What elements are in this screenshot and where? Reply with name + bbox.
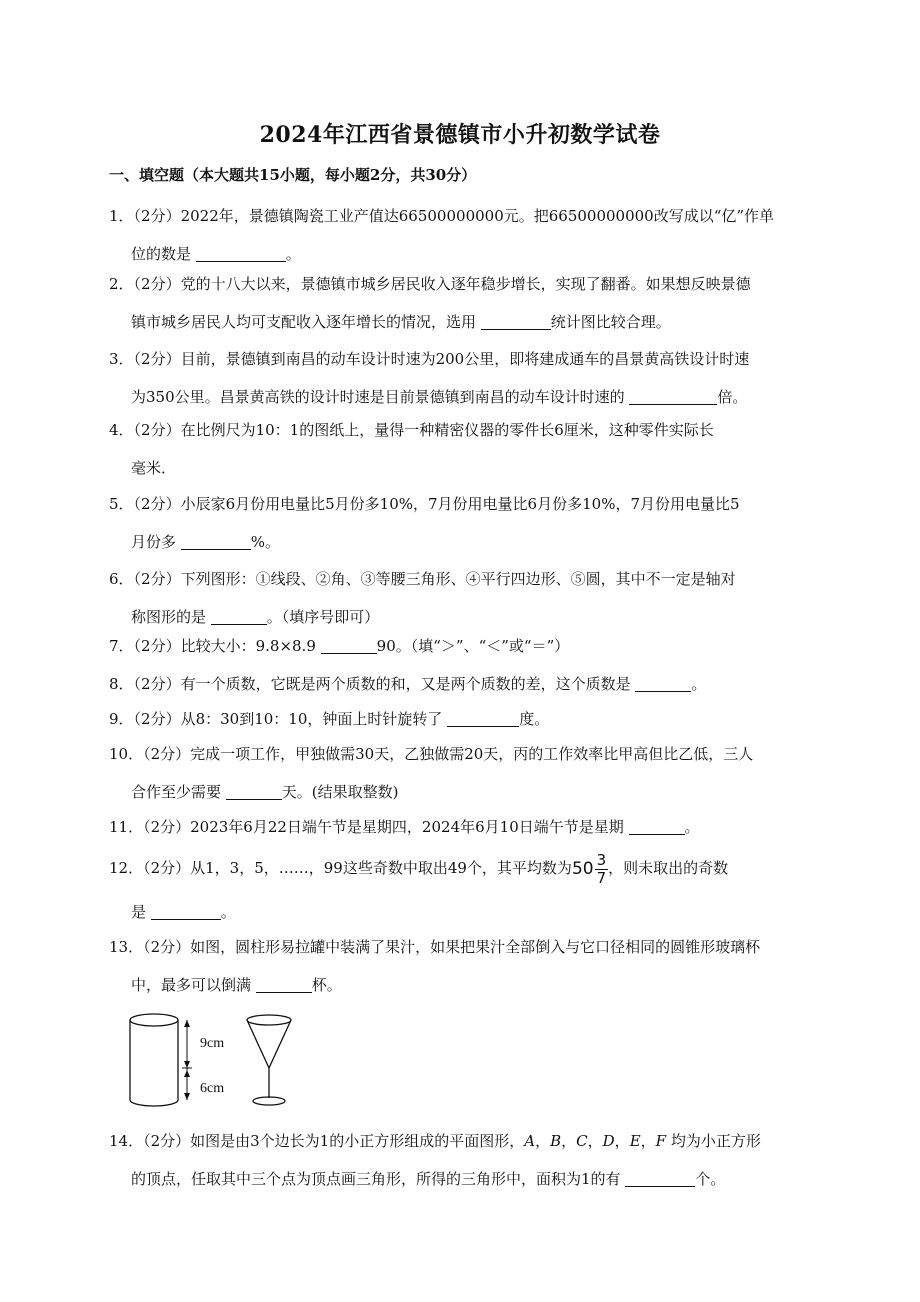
question-13 xyxy=(109,928,815,1004)
question-text: 位的数是 xyxy=(131,245,192,263)
question-tail: 。 xyxy=(220,903,236,921)
question-text: 12．（2分）从1，3，5，……，99这些奇数中取出49个，其平均数为 xyxy=(109,859,572,877)
cone-left-side xyxy=(247,1020,269,1068)
question-text: 毫米． xyxy=(131,459,177,477)
question-text: 均为小正方形 xyxy=(670,1132,761,1150)
arrow-head xyxy=(184,1061,190,1068)
question-14: 14．（2分）如图是由3个边长为1的小正方形组成的平面图形，A，B，C，D，E，F 均为小正方形 的顶点，任取其中三个点为顶点画三角形，所得的三角形中，面积为1的有 个。 xyxy=(109,1132,761,1188)
question-tail: 倍。 xyxy=(717,388,748,406)
mixed-number-whole: 50 xyxy=(571,859,594,879)
arrow-head xyxy=(184,1070,190,1077)
answer-blank[interactable] xyxy=(211,608,267,625)
glass-base xyxy=(253,1097,285,1105)
answer-blank[interactable] xyxy=(181,533,251,550)
question-2 xyxy=(109,265,815,341)
figure-svg xyxy=(126,1010,296,1115)
question-tail: 天。(结果取整数) xyxy=(281,783,399,801)
question-text: 为350公里。昌景黄高铁的设计时速是目前景德镇到南昌的动车设计时速的 xyxy=(131,388,625,406)
question-text: 3．（2分）目前，景德镇到南昌的动车设计时速为200公里，即将建成通车的昌景黄高铁设计时速 xyxy=(109,350,750,368)
point-label: E xyxy=(629,1132,641,1150)
question-12 xyxy=(109,848,815,935)
question-tail: 。 xyxy=(691,675,707,693)
question-text: 9．（2分）从8：30到10：10，钟面上时针旋转了 xyxy=(109,710,443,728)
question-tail: 。 xyxy=(684,818,700,836)
point-label: C xyxy=(576,1132,588,1150)
exam-title: 2024年江西省景德镇市小升初数学试卷 xyxy=(259,122,661,148)
question-9 xyxy=(109,700,815,738)
section-heading: 一、填空题（本大题共15小题，每小题2分，共30分） xyxy=(109,166,477,184)
question-tail: 。 xyxy=(285,245,301,263)
question-text: 7．（2分）比较大小：9.8×8.9 xyxy=(109,637,316,655)
question-text: 月份多 xyxy=(131,533,177,551)
question-tail: 度。 xyxy=(519,710,550,728)
question-text: 4．（2分）在比例尺为10：1的图纸上，量得一种精密仪器的零件长6厘米，这种零件实际长 xyxy=(109,421,714,439)
question-text: 11．（2分）2023年6月22日端午节是星期四，2024年6月10日端午节是星期 xyxy=(109,818,624,836)
cone-right-side xyxy=(269,1020,291,1068)
arrow-head xyxy=(184,1020,190,1027)
answer-blank[interactable] xyxy=(629,388,717,405)
question-4 xyxy=(109,411,815,487)
question-tail: 个。 xyxy=(695,1170,726,1188)
question-text: 5．（2分）小辰家6月份用电量比5月份多10%，7月份用电量比6月份多10%，7月份用电量比5 xyxy=(109,495,740,513)
question-text: 中，最多可以倒满 xyxy=(131,976,252,994)
question-text: 1．（2分）2022年，景德镇陶瓷工业产值达66500000000元。把66500000000改写成以“亿”作单 xyxy=(109,207,775,225)
question-3 xyxy=(109,340,815,416)
question-text: ，则未取出的奇数 xyxy=(608,859,729,877)
question-tail: %。 xyxy=(250,533,281,551)
cylinder-cone-figure xyxy=(126,1010,296,1119)
point-label: B xyxy=(550,1132,562,1150)
mixed-number xyxy=(572,849,608,889)
answer-blank[interactable] xyxy=(635,675,691,692)
question-11 xyxy=(109,808,815,846)
point-label: D xyxy=(602,1132,615,1150)
cylinder-top xyxy=(130,1014,178,1026)
question-text: 10．（2分）完成一项工作，甲独做需30天，乙独做需20天，丙的工作效率比甲高但比乙低，三人 xyxy=(109,745,754,763)
question-6 xyxy=(109,560,815,636)
label-6cm: 6cm xyxy=(200,1081,225,1096)
label-9cm: 9cm xyxy=(200,1036,225,1051)
arrow-head xyxy=(184,1093,190,1100)
question-10 xyxy=(109,735,815,811)
answer-blank[interactable] xyxy=(151,903,221,920)
question-text: 合作至少需要 xyxy=(131,783,222,801)
question-text: 镇市城乡居民人均可支配收入逐年增长的情况，选用 xyxy=(131,313,477,331)
question-text: 13．（2分）如图，圆柱形易拉罐中装满了果汁，如果把果汁全部倒入与它口径相同的圆锥形玻璃杯 xyxy=(109,938,761,956)
point-label: A xyxy=(524,1132,536,1150)
question-7 xyxy=(109,627,815,665)
question-text: 是 xyxy=(131,903,147,921)
question-tail: 90。（填“＞”、“＜”或“＝”） xyxy=(376,637,570,655)
answer-blank[interactable] xyxy=(629,818,685,835)
answer-blank[interactable] xyxy=(481,313,551,330)
cylinder-bottom xyxy=(130,1100,178,1106)
answer-blank[interactable] xyxy=(256,976,312,993)
question-1 xyxy=(109,197,815,273)
answer-blank[interactable] xyxy=(447,710,519,727)
question-tail: 。（填序号即可） xyxy=(266,608,380,626)
point-label: F xyxy=(655,1132,667,1150)
answer-blank[interactable] xyxy=(321,637,377,654)
question-tail: 杯。 xyxy=(311,976,342,994)
answer-blank[interactable] xyxy=(226,783,282,800)
question-text: 8．（2分）有一个质数，它既是两个质数的和，又是两个质数的差，这个质数是 xyxy=(109,675,631,693)
question-text: 的顶点，任取其中三个点为顶点画三角形，所得的三角形中，面积为1的有 xyxy=(131,1170,621,1188)
question-tail: 统计图比较合理。 xyxy=(550,313,671,331)
question-text: 6．（2分）下列图形：①线段、②角、③等腰三角形、④平行四边形、⑤圆，其中不一定是轴对 xyxy=(109,570,736,588)
question-text: 14．（2分）如图是由3个边长为1的小正方形组成的平面图形， xyxy=(109,1132,525,1150)
question-5 xyxy=(109,485,815,561)
cone-rim xyxy=(247,1015,291,1025)
question-text: 2．（2分）党的十八大以来，景德镇市城乡居民收入逐年稳步增长，实现了翻番。如果想反映景德 xyxy=(109,275,751,293)
answer-blank[interactable] xyxy=(196,245,286,262)
question-text: 称图形的是 xyxy=(131,608,207,626)
mixed-number-denominator: 7 xyxy=(596,868,607,887)
mixed-number-numerator: 3 xyxy=(596,850,607,869)
question-8 xyxy=(109,665,815,703)
answer-blank[interactable] xyxy=(625,1170,695,1187)
